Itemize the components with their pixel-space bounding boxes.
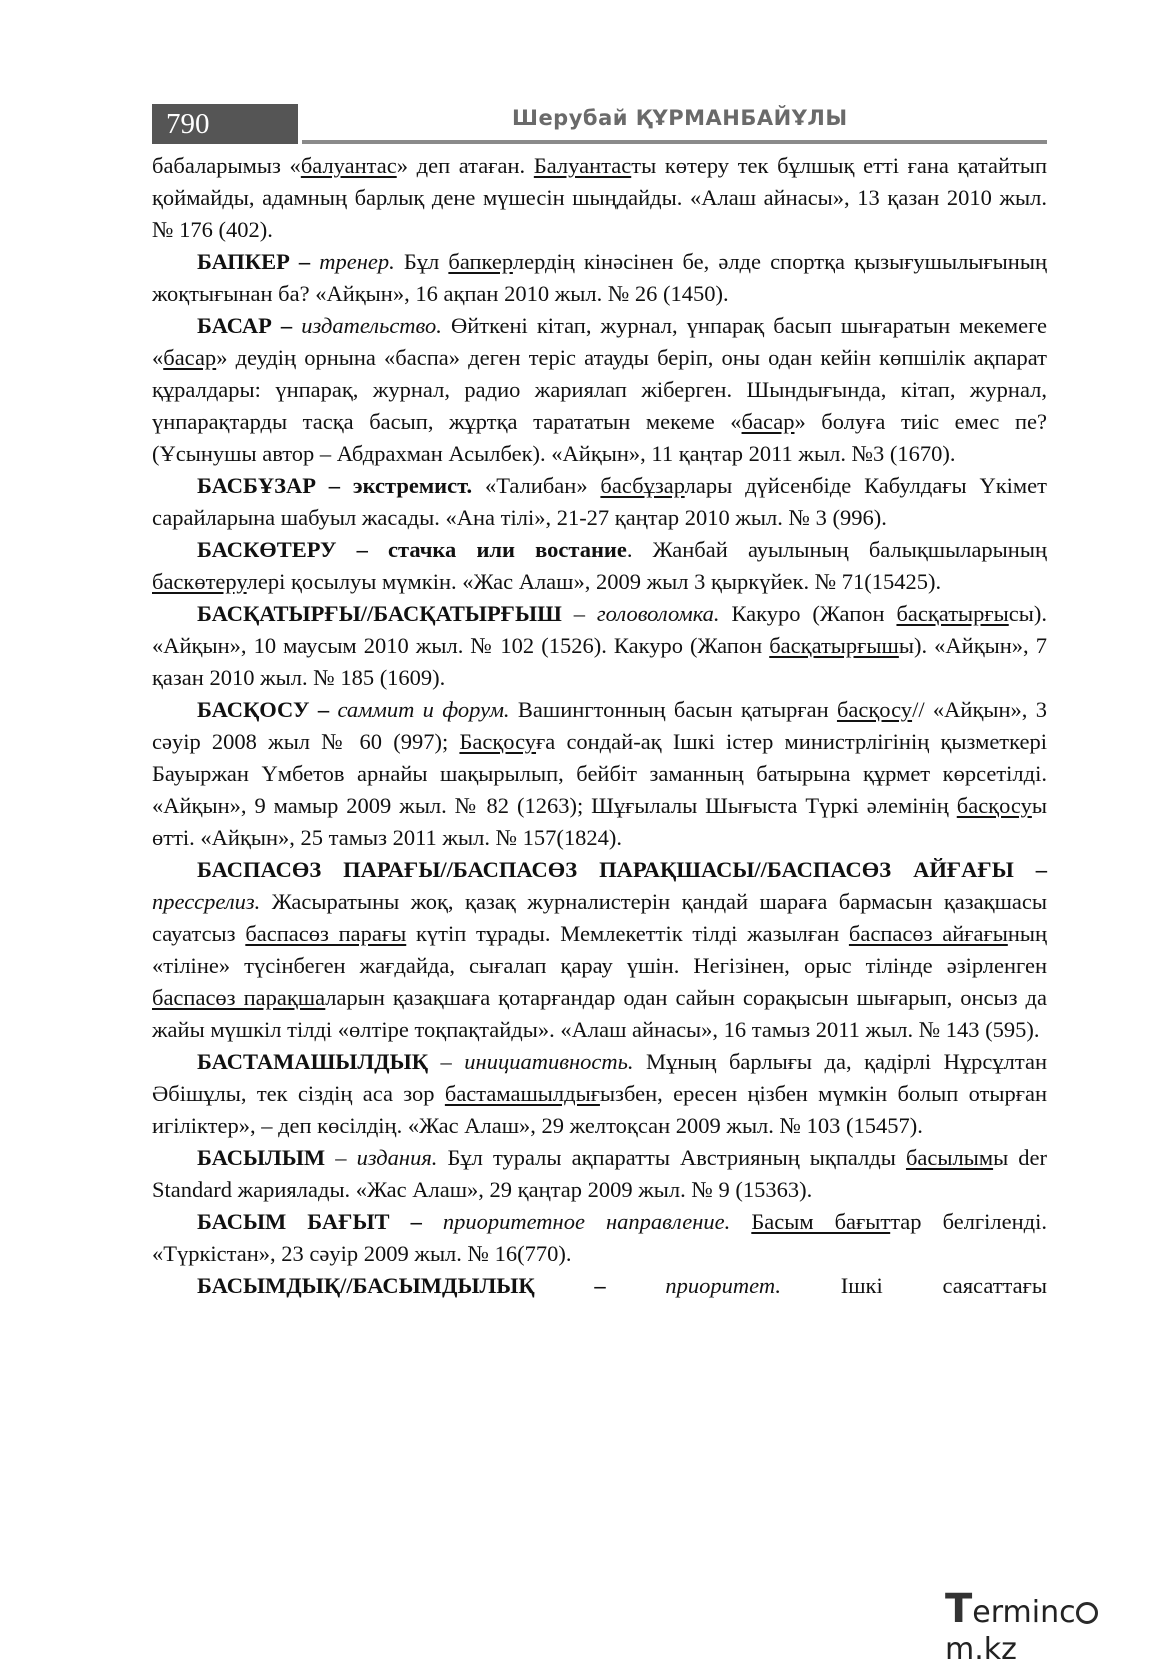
underlined-term: Басқосу bbox=[459, 729, 537, 754]
dictionary-body bbox=[152, 150, 1047, 1302]
entry-text: «Талибан» bbox=[472, 473, 601, 498]
entry-text: Өйткені кітап, журнал, үнпарақ басып шығаратын мекемеге « bbox=[152, 313, 1048, 370]
entry-text: Ішкі саясаттағы bbox=[781, 1273, 1047, 1298]
entry-text: бабаларымыз « bbox=[152, 153, 301, 178]
underlined-term: басқатырғы bbox=[896, 601, 1009, 626]
page-number: 790 bbox=[152, 104, 298, 144]
underlined-term: басқосу bbox=[836, 697, 913, 722]
underlined-term: басар bbox=[163, 345, 217, 370]
entry-text: ызбен, ересен ңізбен мүмкін болып отырған игіліктер», – деп көсілдің. «Жас Алаш», 29 желтоқсан 2009 жыл. № 103 (15457). bbox=[152, 1081, 1047, 1138]
entry-text: ты көтеру тек бұлшық етті ғана қатайтып қоймайды, адамның барлық дене мүшесін шыңдайды. «Алаш айнасы», 13 қазан 2010 жыл. № 176 (402). bbox=[152, 153, 1048, 242]
headword: БАСЫЛЫМ bbox=[197, 1145, 326, 1170]
underlined-term: Басым бағыт bbox=[751, 1209, 891, 1234]
header-rule bbox=[302, 140, 1047, 144]
dictionary-entry bbox=[152, 694, 1047, 854]
watermark-logo bbox=[945, 1586, 1158, 1667]
underlined-term: бастамашылдығ bbox=[444, 1081, 600, 1106]
entry-text: Бұл туралы ақпаратты Австрияның ықпалды bbox=[437, 1145, 906, 1170]
entry-text: » деудің орнына «баспа» деген теріс атауды беріп, оны одан кейін көпшілік ақпарат құралдары: үнпарақ, журнал, радио жариялап жіберген. Шындығында, кітап, журнал, үнпарақтарды тасқа басып, жұртқа тарататын мекеме « bbox=[152, 345, 1047, 434]
underlined-term: басқосу bbox=[956, 793, 1032, 818]
russian-gloss: тренер. bbox=[319, 249, 395, 274]
headword: БАСЫМ БАҒЫТ – bbox=[197, 1209, 422, 1234]
russian-gloss: издания. bbox=[356, 1145, 438, 1170]
underlined-term: бапкер bbox=[448, 249, 513, 274]
russian-gloss: саммит и форум. bbox=[337, 697, 510, 722]
underlined-term: баспасөз айғағы bbox=[848, 921, 1008, 946]
entry-text: ы). «Айқын», 7 қазан 2010 жыл. № 185 (1609). bbox=[152, 633, 1047, 690]
entry-text: » болуға тиіс емес пе? (Ұсынушы автор – Абдрахман Асылбек). «Айқын», 11 қаңтар 2011 жыл. №3 (1670). bbox=[152, 409, 1047, 466]
headword: БАСАР – bbox=[197, 313, 293, 338]
entry-text: Жасыратыны жоқ, қазақ журналистерін қандай шараға бармасын қазақшасы сауатсыз bbox=[152, 889, 1047, 946]
dictionary-entry bbox=[152, 1046, 1047, 1142]
dictionary-entry bbox=[152, 246, 1047, 310]
entry-text: . Жанбай ауылының балықшыларының bbox=[626, 537, 1047, 562]
underlined-term: басқатырғыш bbox=[769, 633, 899, 658]
entry-text: – bbox=[428, 1049, 465, 1074]
dictionary-entry bbox=[152, 1206, 1047, 1270]
watermark-text: erminc bbox=[972, 1595, 1076, 1630]
entry-text: Бұл bbox=[394, 249, 449, 274]
dictionary-entry bbox=[152, 534, 1047, 598]
entry-text: Мұның барлығы да, қадірлі Нұрсұлтан Әбішұлы, тек сіздің аса зор bbox=[152, 1049, 1047, 1106]
entry-text: ға сондай-ақ Ішкі істер министрлігінің қызметкері Бауыржан Үмбетов арнайы шақырылып, бейбіт заманның батырына құрмет көрсетілді. «Айқын», 9 мамыр 2009 жыл. № 82 (1263); Шұғылалы Шығыста Түркі әлемінің bbox=[152, 729, 1047, 818]
russian-gloss: приоритет. bbox=[665, 1273, 782, 1298]
headword: БАСКӨТЕРУ – стачка или востание bbox=[197, 537, 627, 562]
entry-text: ы der Standard жариялады. «Жас Алаш», 29 қаңтар 2009 жыл. № 9 (15363). bbox=[152, 1145, 1047, 1202]
entry-text: » деп атаған. bbox=[396, 153, 534, 178]
watermark-initial: T bbox=[945, 1586, 973, 1632]
underlined-term: балуантас bbox=[300, 153, 397, 178]
dictionary-entry bbox=[152, 470, 1047, 534]
entry-text: тар белгіленді. «Түркістан», 23 сәуір 2009 жыл. № 16(770). bbox=[152, 1209, 1047, 1266]
watermark-o-circle bbox=[1076, 1602, 1098, 1624]
headword: БАСҚАТЫРҒЫ//БАСҚАТЫРҒЫШ bbox=[197, 601, 562, 626]
headword: БАСБҰЗАР – экстремист. bbox=[197, 473, 473, 498]
dictionary-entry bbox=[152, 598, 1047, 694]
entry-text: ы өтті. «Айқын», 25 тамыз 2011 жыл. № 157(1824). bbox=[152, 793, 1047, 850]
entry-text bbox=[422, 1209, 443, 1234]
dictionary-entry bbox=[152, 854, 1047, 1046]
entry-text: лердің кінәсінен бе, әлде спортқа қызығушылығының жоқтығынан ба? «Айқын», 16 ақпан 2010 жыл. № 26 (1450). bbox=[152, 249, 1048, 306]
russian-gloss: издательство. bbox=[301, 313, 442, 338]
dictionary-entry bbox=[152, 310, 1047, 470]
entry-text: Вашингтонның басын қатырған bbox=[509, 697, 837, 722]
entry-text: лары дүйсенбіде Кабулдағы Үкімет сарайларына шабуыл жасады. «Ана тілі», 21-27 қаңтар 2010 жыл. № 3 (996). bbox=[152, 473, 1047, 530]
entry-text: ларын қазақшаға қотарғандар одан сайын сорақысын шығарып, онсыз да жайы мүшкіл тілді «өлтіре тоқпақтайды». «Алаш айнасы», 16 тамыз 2011 жыл. № 143 (595). bbox=[152, 985, 1047, 1042]
entry-text: күтіп тұрады. Мемлекеттік тілді жазылған bbox=[406, 921, 849, 946]
headword: БАСЫМДЫҚ//БАСЫМДЫЛЫҚ – bbox=[197, 1273, 606, 1298]
underlined-term: басылым bbox=[905, 1145, 994, 1170]
entry-text bbox=[292, 313, 301, 338]
entry-text: – bbox=[325, 1145, 357, 1170]
watermark-domain: m.kz bbox=[945, 1632, 1017, 1667]
entry-text bbox=[606, 1273, 666, 1298]
entry-text bbox=[310, 249, 319, 274]
russian-gloss: прессрелиз. bbox=[152, 889, 261, 914]
russian-gloss: приоритетное направление. bbox=[442, 1209, 731, 1234]
underlined-term: баспасөз парағы bbox=[245, 921, 407, 946]
dictionary-entry bbox=[152, 1142, 1047, 1206]
entry-text: Какуро (Жапон bbox=[719, 601, 897, 626]
headword: БАСПАСӨЗ ПАРАҒЫ//БАСПАСӨЗ ПАРАҚШАСЫ//БАСПАСӨЗ АЙҒАҒЫ – bbox=[197, 857, 1047, 882]
headword: БАСТАМАШЫЛДЫҚ bbox=[197, 1049, 429, 1074]
russian-gloss: головоломка. bbox=[596, 601, 720, 626]
underlined-term: баскөтеру bbox=[152, 569, 247, 594]
entry-text: лері қосылуы мүмкін. «Жас Алаш», 2009 жыл 3 қыркүйек. № 71(15425). bbox=[246, 569, 942, 594]
entry-continuation bbox=[152, 150, 1047, 246]
page-header bbox=[152, 104, 1047, 144]
underlined-term: баспасөз парақша bbox=[152, 985, 326, 1010]
headword: БАСҚОСУ – bbox=[197, 697, 330, 722]
dictionary-entry bbox=[152, 1270, 1047, 1302]
underlined-term: басбұзар bbox=[600, 473, 685, 498]
entry-text: ның «тіліне» түсінбеген жағдайда, сығалап қарау үшін. Негізінен, орыс тілінде әзірленген bbox=[152, 921, 1048, 978]
underlined-term: Балуантас bbox=[533, 153, 632, 178]
underlined-term: басар bbox=[741, 409, 795, 434]
russian-gloss: инициативность. bbox=[464, 1049, 634, 1074]
entry-text: сы). «Айқын», 10 маусым 2010 жыл. № 102 (1526). Какуро (Жапон bbox=[152, 601, 1047, 658]
entry-text: // «Айқын», 3 сәуір 2008 жыл № 60 (997); bbox=[152, 697, 1048, 754]
running-head-author: Шерубай ҚҰРМАНБАЙҰЛЫ bbox=[512, 106, 848, 130]
entry-text bbox=[730, 1209, 751, 1234]
entry-text: – bbox=[561, 601, 597, 626]
headword: БАПКЕР – bbox=[197, 249, 311, 274]
